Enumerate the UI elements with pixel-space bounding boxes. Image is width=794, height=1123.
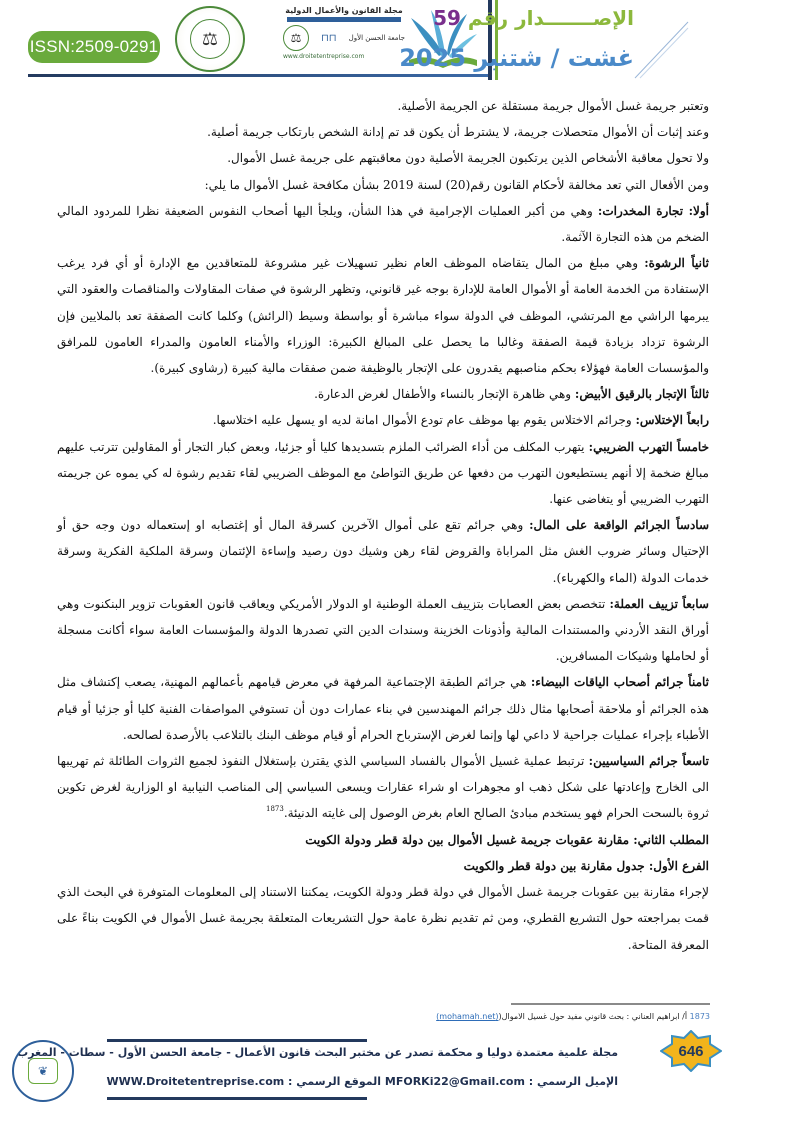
- paragraph: ولا تحول معاقبة الأشخاص الذين يرتكبون الجريمة الأصلية دون معاقبتهم على جريمة غسل الأموال.: [227, 151, 709, 166]
- item-lead: ثامناً جرائم أصحاب الياقات البيضاء:: [530, 675, 709, 690]
- item-text: وهي جرائم تقع على أموال الآخرين كسرقة المال أو إغتصابه او إستعماله دون وجه حق أو الإحتيال وسائر ضروب الغش مثل المراباة والقروض لقاء رهن وشيك دون رصيد وإساءة الإئتمان وسرقة الملكية الفكرية وسرقة خدمات الدولة (الماء والكهرباء).: [57, 518, 709, 585]
- seal-emblem-icon: ❦: [28, 1058, 58, 1084]
- journal-banner-logos: [283, 25, 405, 51]
- section-heading: المطلب الثاني: مقارنة عقوبات جريمة غسيل الأموال بين دولة قطر ودولة الكويت: [305, 832, 709, 847]
- issue-number-line: [433, 6, 634, 30]
- footer-rule-top: [107, 1039, 367, 1042]
- page-number: 646: [678, 1042, 704, 1060]
- header-rule: [28, 74, 488, 77]
- item-lead: سابعاً تزييف العملة:: [609, 596, 709, 611]
- list-item-counterfeiting: [57, 591, 709, 670]
- footer-journal-description: مجلة علمية معتمدة دوليا و محكمة تصدر عن مختبر البحث قانون الأعمال - جامعة الحسن الأول - سطات - المغرب: [17, 1046, 618, 1059]
- castle-icon: ⊓⊓: [321, 32, 337, 44]
- list-item-white-collar: [57, 669, 709, 748]
- item-lead: رابعاً الإختلاس:: [635, 413, 709, 428]
- item-lead: خامساً التهرب الضريبي:: [588, 439, 709, 454]
- list-item-tax-evasion: [57, 434, 709, 513]
- journal-name: مجلة القانون والأعمال الدولية: [285, 6, 403, 15]
- lab-mini-seal-icon: ⚖: [283, 25, 309, 51]
- list-item-bribery: [57, 250, 709, 381]
- item-lead: ثالثاً الإتجار بالرقيق الأبيض:: [574, 387, 709, 402]
- item-text: ترتبط عملية غسيل الأموال بالفساد السياسي الذي يقترن بإستغلال النفوذ لجميع الثروات الطائلة ثم تهريبها الى الخارج وإعادتها على شكل ذهب او مجوهرات او شراء عقارات ويسعى السياسي إلى المناصب النيابية او الوزارية لغرض تكوين ثروة بالسحت الحرام فهو يستخدم مبادئ الصالح العام بغرض الوصول إلى غايته الدنيئة.: [57, 754, 709, 821]
- footer-seal-logo: [12, 1040, 74, 1102]
- page-number-badge: [660, 1030, 722, 1072]
- footnote-separator: [511, 1003, 710, 1005]
- journal-url: www.droitetentreprise.com: [283, 53, 365, 60]
- item-text: يتهرب المكلف من أداء الضرائب الملزم بتسديدها كليا أو جزئيا، وبعض كبار التجار أو المقاولين تترتب عليهم مبالغ ضخمة إلا أنهم يستطيعون التهرب من دفعها عن طريق التواطئ مع الموظف الضريبي لقاء تقديم رشوة له كي يموه عن جريمته التهرب الضريبي أو يتغاضى عنها.: [57, 439, 709, 507]
- list-item-political-crimes: [57, 748, 709, 827]
- item-text: وجرائم الاختلاس يقوم بها موظف عام تودع الأموال امانة لديه او يسهل عليه اختلاسها.: [212, 413, 636, 428]
- journal-banner-bar: [287, 17, 401, 22]
- item-lead: أولا: تجارة المخدرات:: [597, 203, 709, 218]
- lab-seal-logo: [175, 6, 245, 72]
- footnote-number: 1873: [689, 1012, 710, 1021]
- item-lead: ثانياً الرشوة:: [644, 256, 710, 271]
- footnote: [436, 1012, 710, 1021]
- paragraph: ومن الأفعال التي تعد مخالفة لأحكام القانون رقم(20) لسنة 2019 بشأن مكافحة غسل الأموال ما يلي:: [204, 177, 709, 192]
- paragraph: لإجراء مقارنة بين عقوبات جريمة غسل الأموال في دولة قطر ودولة الكويت، يمكننا الاستناد إلى المعلومات المتوفرة في البحث الذي قمت بمراجعته حول التشريع القطري، ومن ثم تقديم نظرة عامة حول التشريعات المتعلقة بجريمة غسل الأموال في الكويت بناءً على المعرفة المتاحة.: [57, 885, 710, 952]
- issue-date: غشت / شتنبر 2025: [399, 44, 634, 72]
- list-item-property-crimes: [57, 512, 709, 591]
- footer-rule-bottom: [107, 1097, 367, 1100]
- list-item-embezzlement: [57, 407, 709, 433]
- list-item-drug-trafficking: [57, 198, 709, 250]
- article-body: [57, 93, 709, 958]
- item-text: هي جرائم الطبقة الإجتماعية المرفهة في معرض قيامهم بأعمالهم المهنية، يصعب إكتشاف مثل هذه الجرائم أو ملاحقة أصحابها مثال ذلك جرائم المهندسين في بناء عمارات دون أن تستوفي المواصفات الفنية كليا أو جزئيا أو قيام الأطباء بإجراء عمليات جراحية لا داعي لها وإنما لغرض الإسترباح الحرام أو قيام موظف البنك بالتلاعب بالأرصدة لصالحه.: [57, 675, 709, 742]
- issue-number: 59: [433, 6, 461, 30]
- university-name: جامعة الحسن الأول: [348, 34, 405, 42]
- item-text: وهي مبلغ من المال يتقاضاه الموظف العام نظير تسهيلات غير مشروعة للمتعاقدين مع الإدارة أو أي فرد يرغب الإستفادة من الخدمة العامة أو الأموال العامة للإدارة بوجه غير قانوني، وتظهر الرشوة في صفات المقاولات والمناقصات والعقود التي يبرمها الراشي مع المرتشي، الموظف في الدولة سواء مباشرة أو بواسطة وسيط (الرائش) وكلما كانت الصفقة تعد بالملايين فإن الرشوة تزداد بزيادة قيمة الصفقة وغالبا ما يحصل على المبالغ الكبيرة: الوزراء والأمناء العامون والمدراء العامون للمرافق والمؤسسات العامة فهؤلاء بحكم مناصبهم يقدرون على الإتجار بالوظيفة ضمن صفقات مالية كبيرة (رشاوى كبيرة).: [57, 256, 709, 376]
- subsection-heading: الفرع الأول: جدول مقارنة بين دولة قطر والكويت: [463, 858, 709, 873]
- page-header: [0, 0, 794, 82]
- scales-of-justice-icon: ⚖: [190, 19, 230, 59]
- item-text: وهي من أكبر العمليات الإجرامية في هذا الشأن، ويلجأ اليها أصحاب النفوس الضعيفة نظرا للمردود المالي الضخم من هذه التجارة الآثمة.: [57, 203, 709, 245]
- issue-label: الإصـــــــدار رقم: [467, 6, 634, 30]
- issn-badge: ISSN:2509-0291: [28, 31, 160, 63]
- item-lead: سادساً الجرائم الواقعة على المال:: [529, 518, 710, 533]
- footnote-text: أ/ ابراهيم العناني : بحث قانوني مفيد حول غسيل الاموال(: [498, 1012, 688, 1021]
- item-text: وهي ظاهرة الإتجار بالنساء والأطفال لغرض الدعارة.: [314, 387, 575, 402]
- footnote-link[interactable]: (mohamah.net): [436, 1012, 499, 1021]
- footer-contact: الإميل الرسمي : MFORKi22@Gmail.com الموقع الرسمي : WWW.Droitetentreprise.com: [106, 1075, 618, 1088]
- paragraph: وتعتبر جريمة غسل الأموال جريمة مستقلة عن الجريمة الأصلية.: [397, 99, 709, 113]
- paragraph: وعند إثبات أن الأموال متحصلات جريمة، لا يشترط أن يكون قد تم إدانة الشخص بارتكاب جريمة أصلية.: [207, 125, 709, 140]
- journal-banner-logo: [283, 6, 405, 70]
- list-item-human-trafficking: [57, 381, 709, 407]
- decorative-diagonal-lines: [630, 20, 690, 80]
- item-lead: تاسعاً جرائم السياسيين:: [588, 754, 710, 769]
- item-text: تتخصص بعض العصابات بتزييف العملة الوطنية او الدولار الأمريكي ويعاقب قانون العقوبات تزوير البنكنوت وهي أوراق النقد الأردني والمستندات المالية وأذونات الخزينة وسندات الدين التي تصدرها الدولة والمؤسسات العامة سواء أكانت مسجلة أو لحاملها وشيكات المسافرين.: [57, 596, 709, 664]
- footnote-reference[interactable]: 1873: [265, 805, 284, 814]
